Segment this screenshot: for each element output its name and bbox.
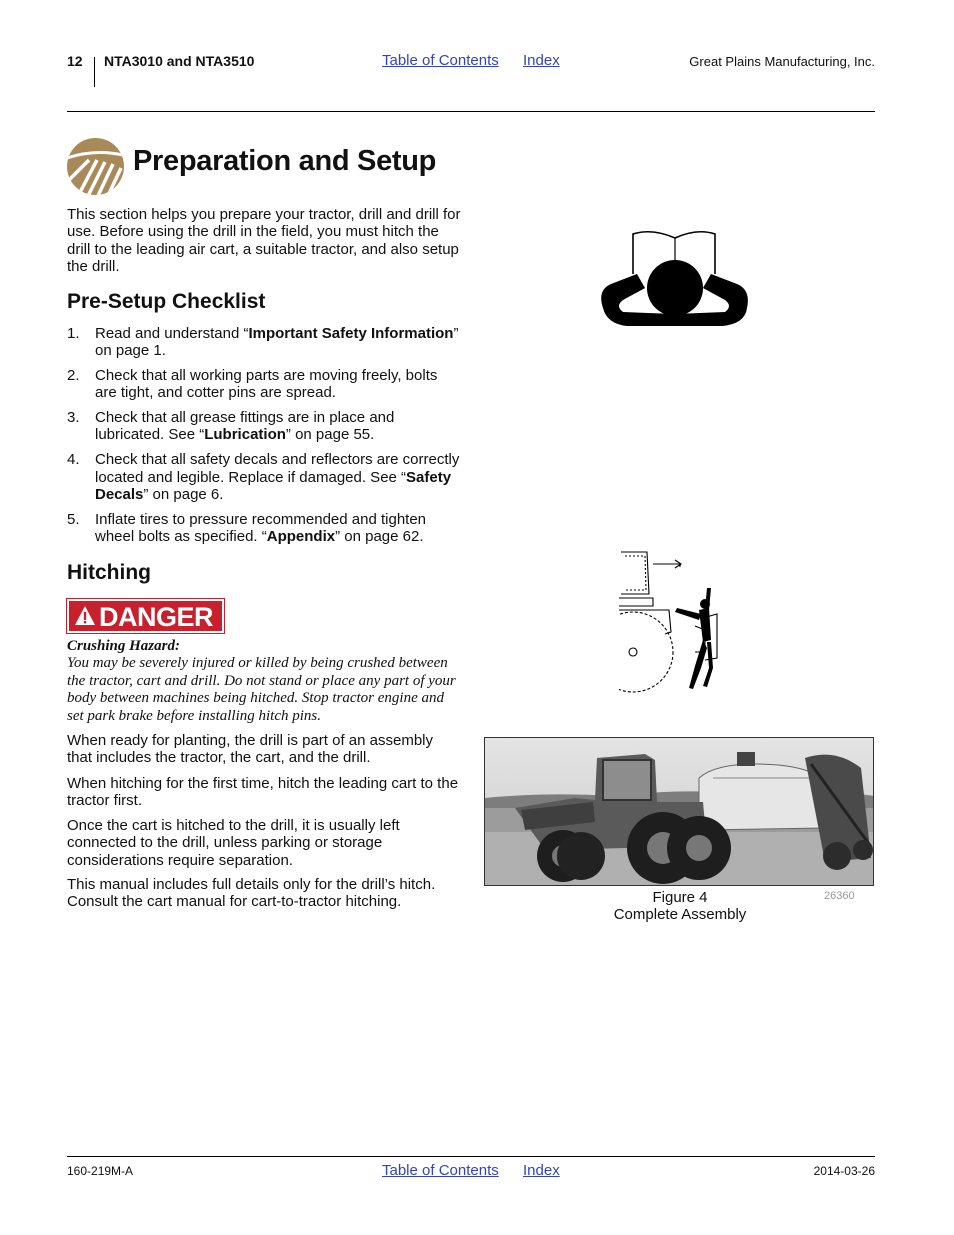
- hitching-paragraph: Once the cart is hitched to the drill, it is usually left connected to the drill, unless parking or storage considerations require separation.: [67, 817, 400, 869]
- complete-assembly-photo: [484, 737, 874, 886]
- checklist-item: 2. Check that all working parts are moving freely, bolts are tight, and cotter pins are spread.: [67, 367, 438, 402]
- great-plains-logo-icon: [67, 138, 124, 195]
- hazard-title: Crushing Hazard:: [67, 638, 180, 654]
- checklist-item: 1. Read and understand “Important Safety Information” on page 1.: [67, 325, 459, 360]
- figure-caption: Complete Assembly: [613, 906, 747, 923]
- footer-rule: [67, 1156, 875, 1157]
- pre-setup-checklist: [67, 325, 462, 553]
- page-title: Preparation and Setup: [133, 145, 437, 177]
- danger-signal-panel: [67, 599, 224, 633]
- checklist-item: 5. Inflate tires to pressure recommended and tighten wheel bolts as specified. “Appendix” on page 62.: [67, 510, 427, 545]
- warning-triangle-icon: [74, 605, 96, 627]
- hitching-paragraph: When hitching for the first time, hitch the leading cart to the tractor first.: [67, 775, 459, 810]
- hitching-heading: Hitching: [67, 561, 151, 584]
- checklist-item: 3. Check that all grease fittings are in place and lubricated. See “Lubrication” on page 55.: [67, 409, 395, 444]
- checklist-item: 4. Check that all safety decals and reflectors are correctly located and legible. Replace if damaged. See “Safety Decals” on page 6.: [67, 451, 460, 503]
- document-number: 160-219M-A: [67, 1164, 134, 1178]
- header-index-link[interactable]: Index: [523, 52, 560, 69]
- hitching-paragraph: When ready for planting, the drill is part of an assembly that includes the tractor, the cart, and the drill.: [67, 732, 434, 767]
- header-divider: [94, 57, 95, 87]
- figure-code: 26360: [824, 890, 855, 902]
- crushing-hazard-pictogram-icon: [619, 548, 739, 694]
- manual-model: NTA3010 and NTA3510: [104, 53, 255, 69]
- checklist-heading: Pre-Setup Checklist: [67, 290, 266, 313]
- page-number: 12: [67, 53, 83, 69]
- figure-number: Figure 4: [652, 889, 708, 906]
- hitching-paragraph: This manual includes full details only for the drill’s hitch. Consult the cart manual for cart-to-tractor hitching.: [67, 876, 436, 911]
- header-toc-link[interactable]: Table of Contents: [382, 52, 499, 69]
- intro-paragraph: This section helps you prepare your tractor, drill and drill for use. Before using the drill in the field, you must hitch the drill to the leading air cart, a suitable tractor, and also setup the drill.: [67, 206, 461, 275]
- company-name: Great Plains Manufacturing, Inc.: [689, 54, 875, 69]
- read-manual-pictogram-icon: [597, 226, 752, 332]
- footer-index-link[interactable]: Index: [523, 1162, 560, 1179]
- document-date: 2014-03-26: [813, 1164, 875, 1178]
- header-rule: [67, 111, 875, 112]
- hazard-text: You may be severely injured or killed by being crushed between the tractor, cart and drill. Do not stand or place any part of your body between machines being hitched. Stop tractor engine and set park brake before installing hitch pins.: [67, 655, 456, 724]
- footer-toc-link[interactable]: Table of Contents: [382, 1162, 499, 1179]
- danger-label: DANGER: [99, 602, 214, 632]
